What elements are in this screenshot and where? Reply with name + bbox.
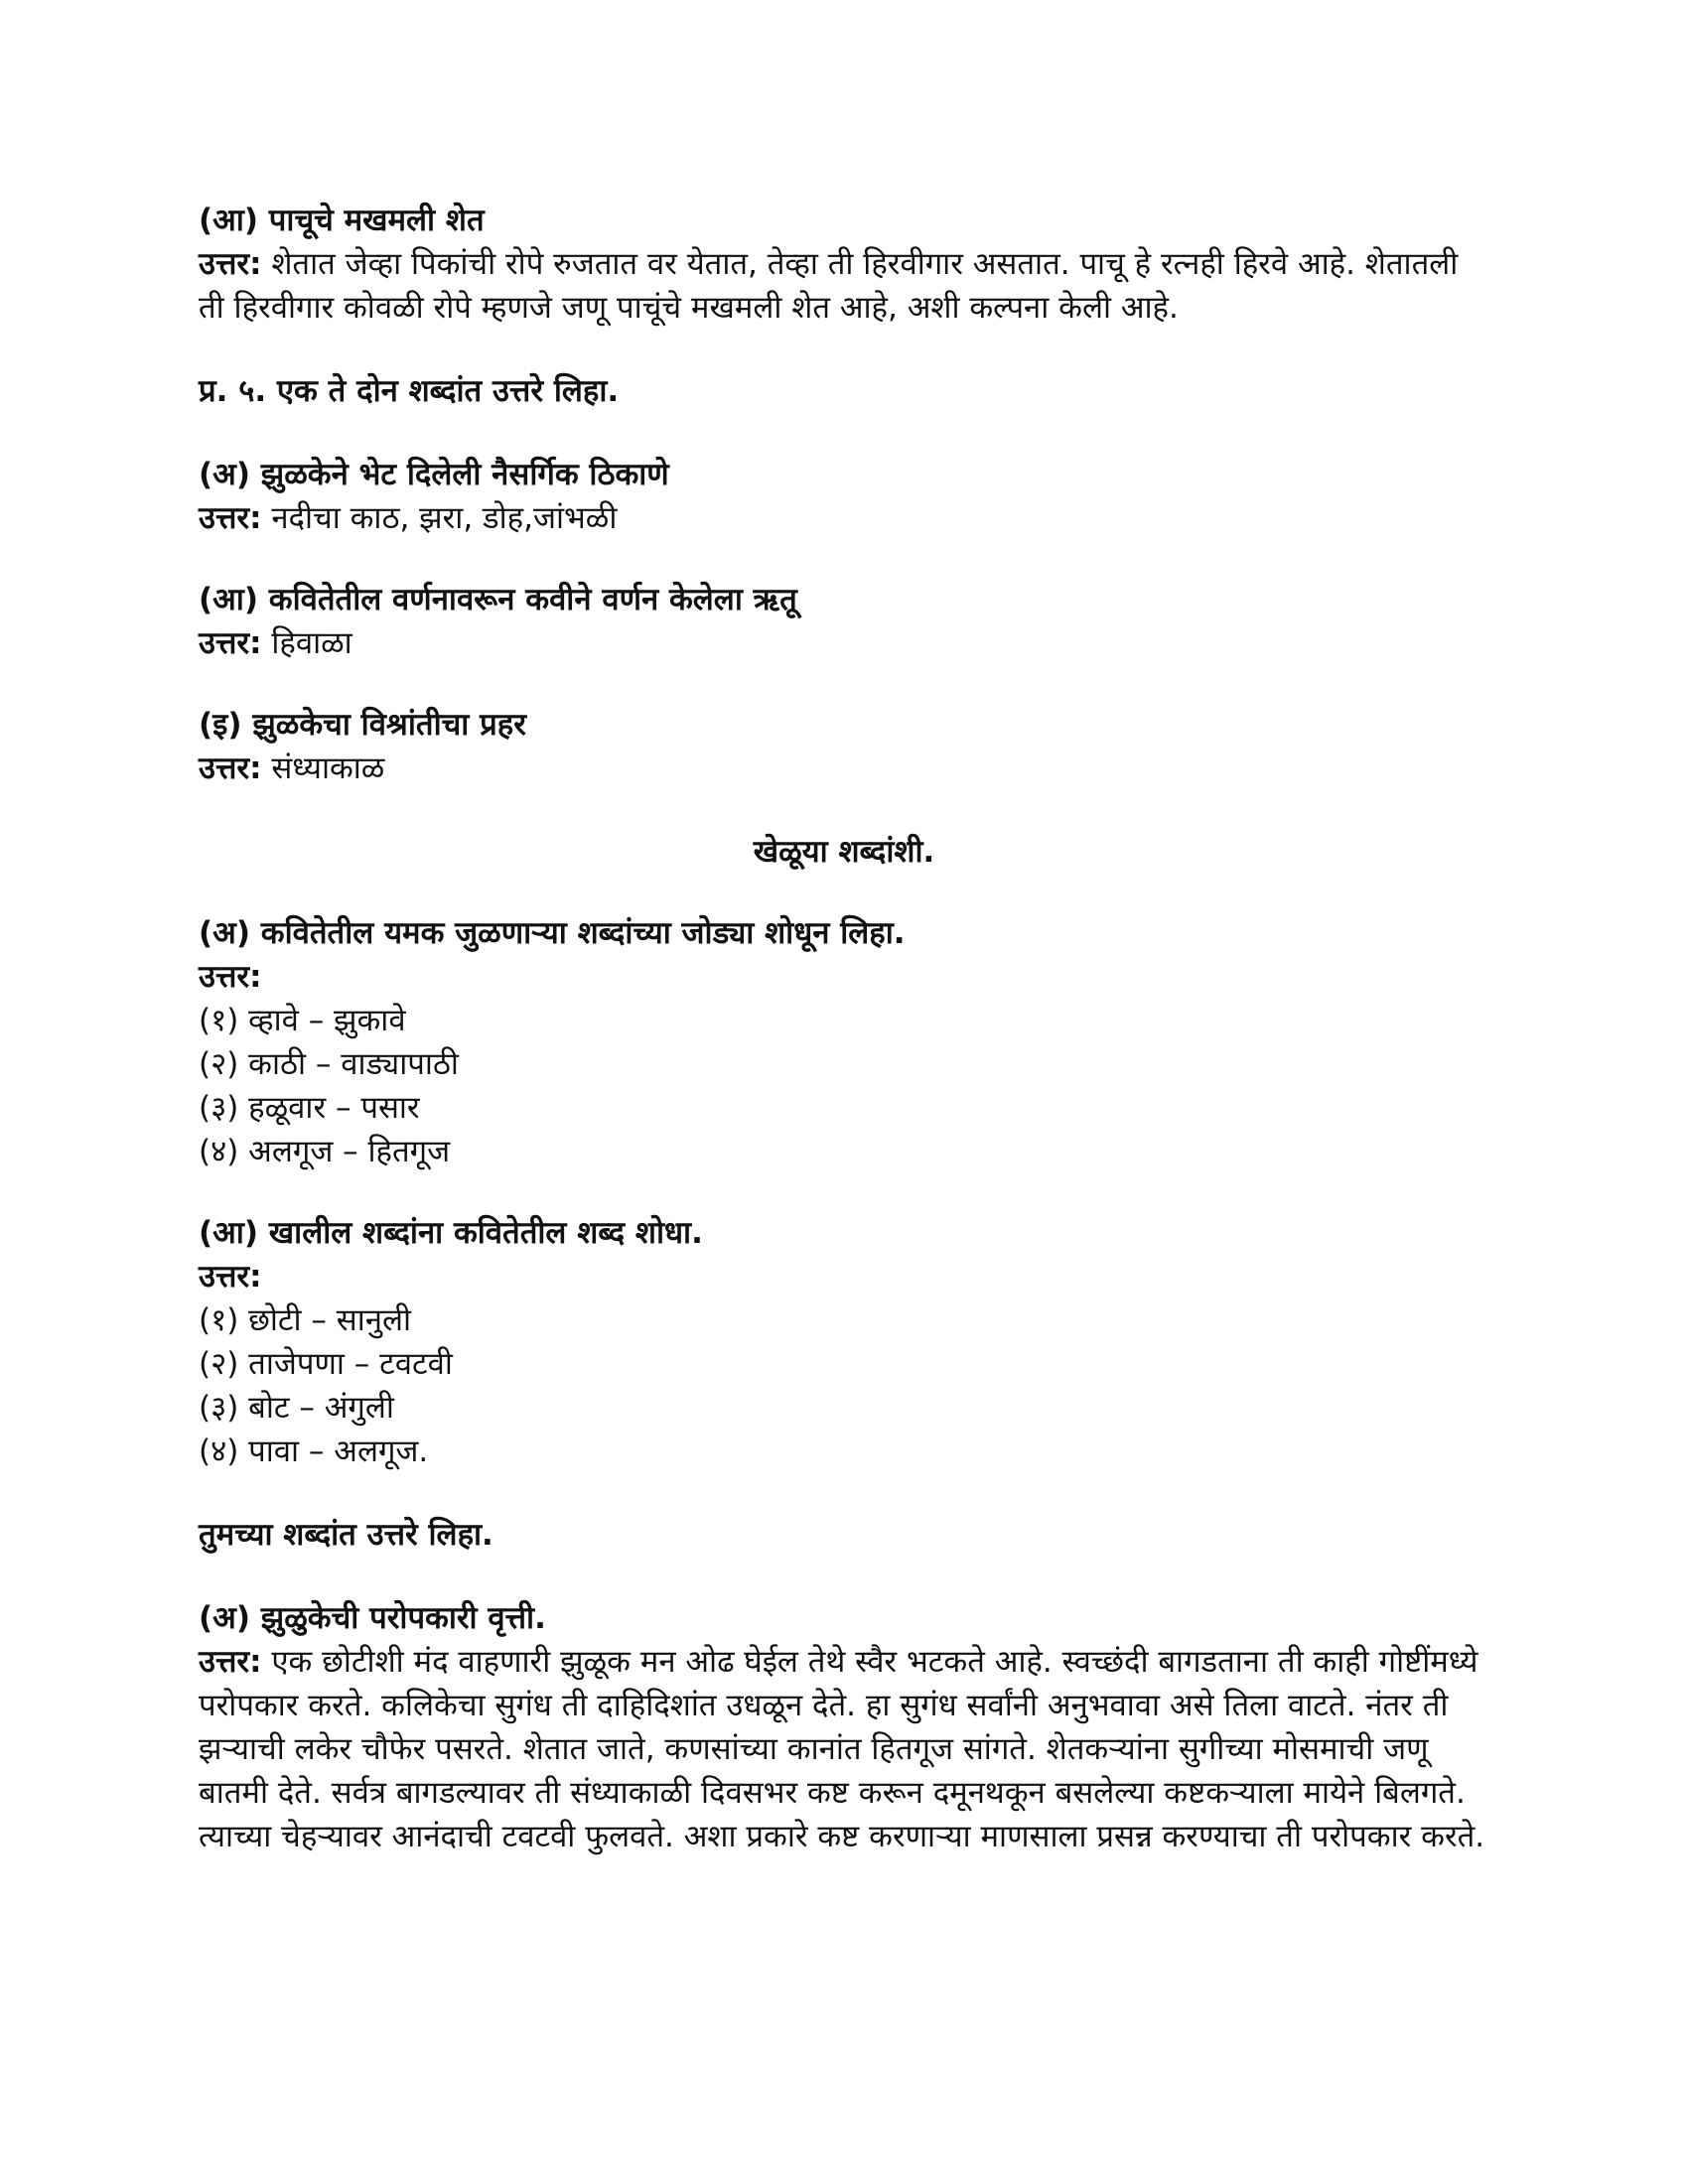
list-item: (१) व्हावे – झुकावे [199, 1003, 406, 1038]
document-page [199, 199, 1489, 1858]
own-words-item [199, 1596, 1489, 1858]
block-pachu [199, 199, 1489, 330]
q5-item-1 [199, 453, 1489, 540]
question: (अ) कवितेतील यमक जुळणाऱ्या शब्दांच्या जोड्या शोधून लिहा. [199, 915, 906, 951]
question: (अ) झुळकेने भेट दिलेली नैसर्गिक ठिकाणे [199, 457, 669, 492]
answer-text: एक छोटीशी मंद वाहणारी झुळूक मन ओढ घेईल तेथे स्वैर भटकते आहे. स्वच्छंदी बागडताना ती काही गोष्टींमध्ये परोपकार करते. कलिकेचा सुगंध ती दाहिदिशांत उधळून देते. हा सुगंध सर्वांनी अनुभवावा असे तिला वाटते. नंतर ती झऱ्याची लकेर चौफेर पसरते. शेतात जाते, कणसांच्या कानांत हितगूज सांगते. शेतकऱ्यांना सुगीच्या मोसमाची जणू बातमी देते. सर्वत्र बागडल्यावर ती संध्याकाळी दिवसभर कष्ट करून दमूनथकून बसलेल्या कष्टकऱ्याला मायेने बिलगते. त्याच्या चेहऱ्यावर आनंदाची टवटवी फुलवते. अशा प्रकारे कष्ट करणाऱ्या माणसाला प्रसन्न करण्याचा ती परोपकार करते. [199, 1644, 1485, 1854]
answer-label: उत्तर: [199, 246, 262, 282]
answer-label: उत्तर: [199, 1259, 262, 1295]
question: (अ) झुळुकेची परोपकारी वृत्ती. [199, 1600, 546, 1636]
q5-item-3 [199, 703, 1489, 790]
answer-text: संध्याकाळ [261, 751, 385, 786]
question: (आ) खालील शब्दांना कवितेतील शब्द शोधा. [199, 1215, 703, 1251]
answer-label: उत्तर: [199, 959, 262, 995]
answer-text: नदीचा काठ, झरा, डोह,जांभळी [261, 500, 618, 536]
question: (आ) कवितेतील वर्णनावरून कवीने वर्णन केलेला ऋतू [199, 582, 797, 617]
list-item: (२) काठी – वाड्यापाठी [199, 1046, 459, 1082]
list-item: (३) हळूवार – पसार [199, 1090, 420, 1126]
answer-text: हिवाळा [261, 625, 352, 661]
section-title-q5: प्र. ५. एक ते दोन शब्दांत उत्तरे लिहा. [199, 373, 620, 409]
answer-heading [199, 955, 1489, 999]
answer [199, 1640, 1489, 1858]
list-item: (१) छोटी – सानुली [199, 1302, 412, 1338]
section-title-own-words: तुमच्या शब्दांत उत्तरे लिहा. [199, 1517, 493, 1553]
list-item: (४) पावा – अलगूज. [199, 1433, 429, 1469]
answer-label: उत्तर: [199, 500, 262, 536]
answer [199, 496, 1489, 540]
answer-label: उत्तर: [199, 751, 262, 786]
q5-item-2 [199, 578, 1489, 665]
answer-text: शेतात जेव्हा पिकांची रोपे रुजतात वर येतात, तेव्हा ती हिरवीगार असतात. पाचू हे रत्नही हिरवे आहे. शेतातली ती हिरवीगार कोवळी रोपे म्हणजे जणू पाचूंचे मखमली शेत आहे, अशी कल्पना केली आहे. [199, 246, 1459, 326]
list-item: (३) बोट – अंगुली [199, 1390, 394, 1426]
list-item: (२) ताजेपणा – टवटवी [199, 1346, 453, 1382]
words-part-aa [199, 1211, 1489, 1473]
words-part-a [199, 911, 1489, 1173]
answer [199, 621, 1489, 665]
section-title-words: खेळूया शब्दांशी. [753, 834, 935, 870]
question-pachu: (आ) पाचूचे मखमली शेत [199, 203, 485, 238]
answer-label: उत्तर: [199, 625, 262, 661]
list-item: (४) अलगूज – हितगूज [199, 1134, 451, 1169]
question: (इ) झुळकेचा विश्रांतीचा प्रहर [199, 707, 526, 743]
answer-label: उत्तर: [199, 1644, 262, 1680]
answer-pachu [199, 242, 1489, 330]
answer-heading [199, 1255, 1489, 1298]
answer [199, 747, 1489, 790]
